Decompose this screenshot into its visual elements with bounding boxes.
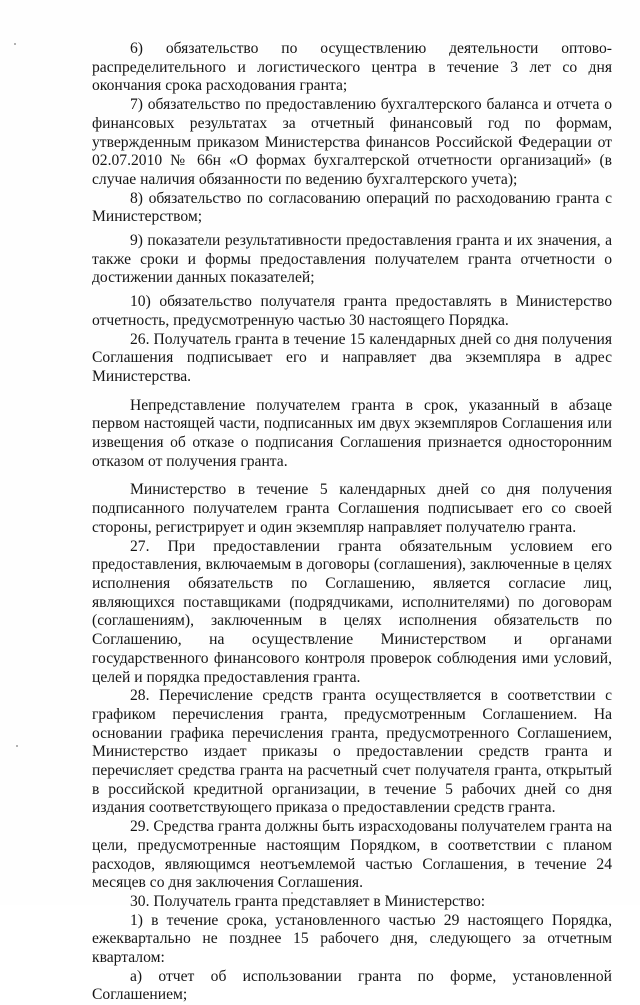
document-body [92, 40, 612, 1005]
paragraph-section-28: 28. Перечисление средств гранта осуществляется в соответствии с графиком перечисления гранта, предусмотренным Соглашением. На основании графика перечисления гранта, предусмотренного Соглашением, Министерство издает приказы о предоставлении средств гранта и перечисляет средства гранта на расчетный счет получателя гранта, открытый в российской кредитной организации, в течение 5 рабочих дней со дня издания соответствующего приказа о предоставлении средств гранта. [92, 687, 612, 817]
paragraph-section-29: 29. Средства гранта должны быть израсходованы получателем гранта на цели, предусмотренные настоящим Порядком, в соответствии с планом расходов, являющимся неотъемлемой частью Соглашения, в течение 24 месяцев со дня заключения Соглашения. [92, 818, 612, 892]
paragraph-section-30-item-1: 1) в течение срока, установленного частью 29 настоящего Порядка, ежеквартально не позднее 15 рабочего дня, следующего за отчетным кварталом: [92, 911, 612, 967]
paragraph-section-27: 27. При предоставлении гранта обязательным условием его предоставления, включаемым в договоры (соглашения), заключенные в целях исполнения обязательств по Соглашению, является согласие лиц, являющихся поставщиками (подрядчиками, исполнителями) по договорам (соглашениям), заключенным в целях исполнения обязательств по Соглашению, на осуществление Министерством и органами государственного финансового контроля проверок соблюдения ими условий, целей и порядка предоставления гранта. [92, 537, 612, 686]
paragraph-item-7: 7) обязательство по предоставлению бухгалтерского баланса и отчета о финансовых результатах за отчетный финансовый год по формам, утвержденным приказом Министерства финансов Российской Федерации от 02.07.2010 № 66н «О формах бухгалтерской отчетности организаций» (в случае наличия обязанности по ведению бухгалтерского учета); [92, 96, 612, 188]
scan-speck [16, 745, 18, 747]
scan-speck [14, 43, 16, 45]
paragraph-ministry-signing: Министерство в течение 5 календарных дней со дня получения подписанного получателем гранта Соглашения подписывает его со своей стороны, регистрирует и один экземпляр направляет получателю гранта. [92, 481, 612, 536]
paragraph-non-submission: Непредставление получателем гранта в срок, указанный в абзаце первом настоящей части, подписанных им двух экземпляров Соглашения или извещения об отказе о подписания Соглашения признается односторонним отказом от получения гранта. [92, 396, 612, 470]
paragraph-item-6: 6) обязательство по осуществлению деятельности оптово-распределительного и логистического центра в течение 3 лет со дня окончания срока расходования гранта; [92, 40, 612, 95]
paragraph-item-10: 10) обязательство получателя гранта предоставлять в Министерство отчетность, предусмотренную частью 30 настоящего Порядка. [92, 293, 612, 329]
paragraph-item-8: 8) обязательство по согласованию операций по расходованию гранта с Министерством; [92, 189, 612, 226]
paragraph-item-9: 9) показатели результативности предоставления гранта и их значения, а также сроки и формы предоставления получателем гранта отчетности о достижении данных показателей; [92, 232, 612, 287]
paragraph-section-30: 30. Получатель гранта представляет в Министерство: [130, 892, 486, 910]
paragraph-section-26: 26. Получатель гранта в течение 15 календарных дней со дня получения Соглашения подписывает его и направляет два экземпляра в адрес Министерства. [92, 330, 612, 385]
paragraph-section-30-item-a: а) отчет об использовании гранта по форме, установленной Соглашением; [92, 967, 612, 1004]
